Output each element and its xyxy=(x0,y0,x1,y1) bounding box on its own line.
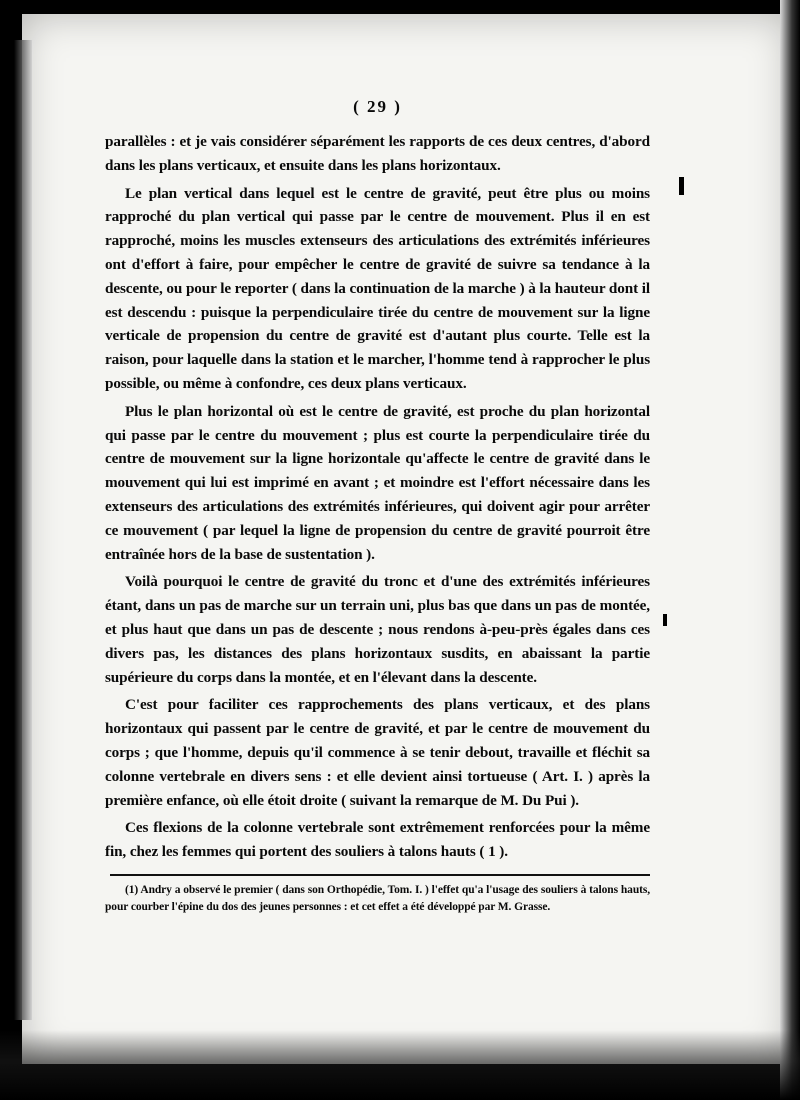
left-binding-shadow xyxy=(14,40,32,1020)
paragraph: Ces flexions de la colonne vertebrale sont extrêmement renforcées pour la même fin, chez les femmes qui portent des souliers à talons hauts ( 1 ). xyxy=(105,819,650,861)
footnote-divider xyxy=(110,874,650,876)
paragraph: Le plan vertical dans lequel est le centre de gravité, peut être plus ou moins rapproché du plan vertical qui passe par le centre de mouvement. Plus il en est rapproché, moins les muscles extenseurs des articulations des extrémités inférieures ont d'effort à faire, pour empêcher le centre de gravité de suivre sa tendance à la descente, ou pour le reporter ( dans la continuation de la marche ) à la hauteur dont il est descendu : puisque la perpendiculaire tirée du centre de mouvement sur la ligne verticale de propension du centre de gravité est d'autant plus courte. Telle est la raison, pour laquelle dans la station et le marcher, l'homme tend à rapprocher le plus possible, ou même à confondre, ces deux plans verticaux. xyxy=(105,184,650,392)
page-number: ( 29 ) xyxy=(353,97,402,116)
page-text xyxy=(105,96,650,916)
footnote: (1) Andry a observé le premier ( dans son Orthopédie, Tom. I. ) l'effet qu'a l'usage des souliers à talons hauts, pour courber l'épine du dos des jeunes personnes : et cet effet a été développé par M. Grasse. xyxy=(105,883,650,913)
paragraph: C'est pour faciliter ces rapprochements des plans verticaux, et des plans horizontaux qui passent par le centre de gravité, et par le centre de mouvement du corps ; que l'homme, depuis qu'il commence à se tenir debout, travaille et fléchit sa colonne vertebrale en divers sens : et elle devient ainsi tortueuse ( Art. I. ) après la première enfance, où elle étoit droite ( suivant la remarque de M. Du Pui ). xyxy=(105,696,650,809)
margin-mark xyxy=(679,177,684,195)
bottom-scan-smudge xyxy=(0,1030,800,1100)
margin-mark xyxy=(663,614,667,626)
right-edge-shadow xyxy=(780,0,800,1100)
paragraph: Plus le plan horizontal où est le centre de gravité, est proche du plan horizontal qui passe par le centre du mouvement ; plus est courte la perpendiculaire tirée du centre de mouvement sur la ligne horizontale qu'affecte le centre de gravité dans le mouvement qui lui est imprimé en avant ; et moindre est l'effort nécessaire dans les extenseurs des articulations des extrémités inférieures, qui doivent agir pour arrêter ce mouvement ( par lequel la ligne de propension du centre de gravité pourroit être entraînée hors de la base de sustentation ). xyxy=(105,402,650,563)
paragraph: Voilà pourquoi le centre de gravité du tronc et d'une des extrémités inférieures étant, dans un pas de marche sur un terrain uni, plus bas que dans un pas de montée, et plus haut que dans un pas de descente ; nous rendons à-peu-près égales dans ces divers pas, les distances des plans horizontaux susdits, en abaissant la partie supérieure du corps dans la montée, et en l'élevant dans la descente. xyxy=(105,573,650,686)
paragraph: parallèles : et je vais considérer séparément les rapports de ces deux centres, d'abord dans les plans verticaux, et ensuite dans les plans horizontaux. xyxy=(105,133,650,174)
